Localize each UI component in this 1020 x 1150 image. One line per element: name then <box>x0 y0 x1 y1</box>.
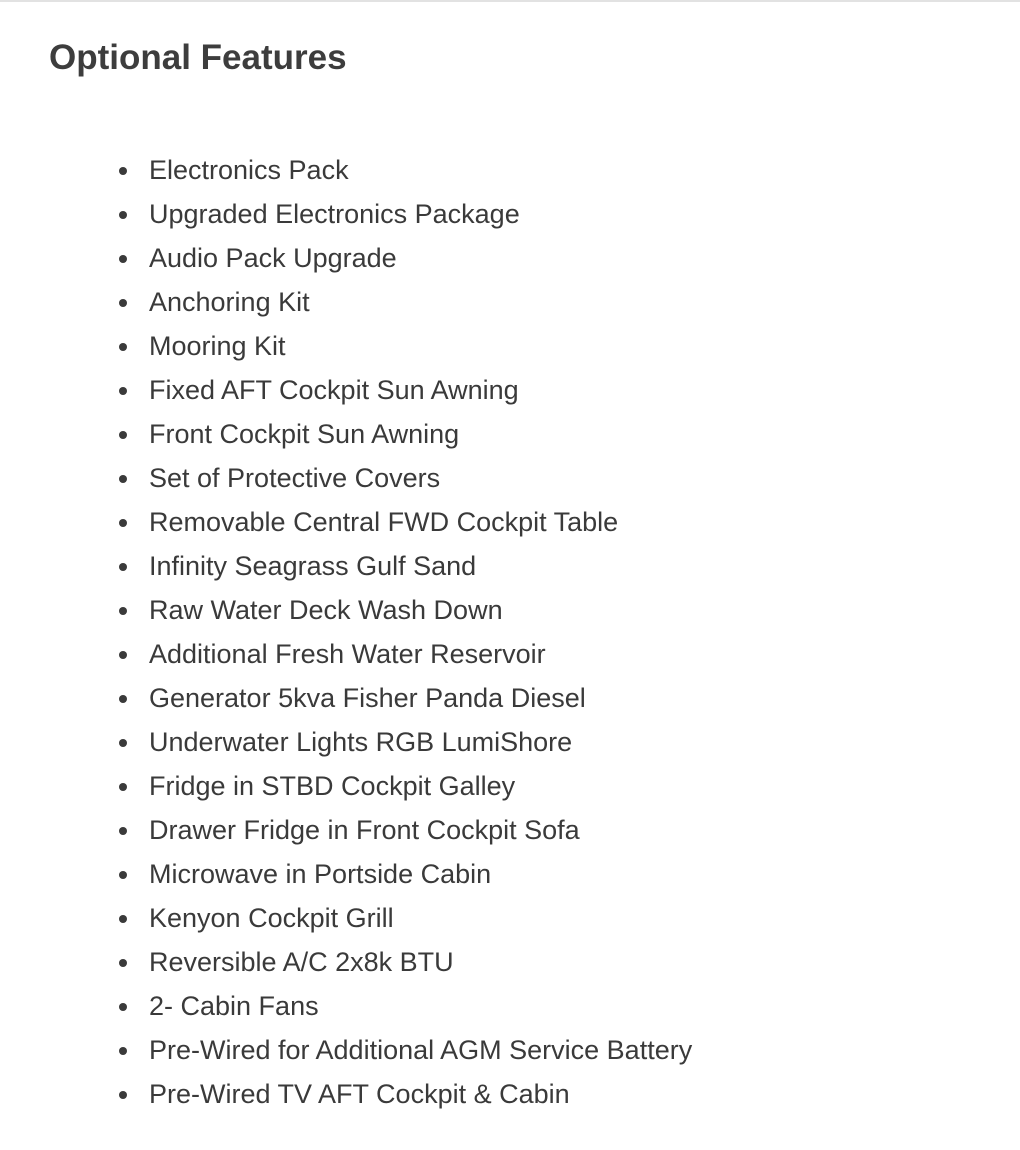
list-item <box>0 940 692 984</box>
bullet-icon <box>119 343 127 351</box>
list-item-label: Audio Pack Upgrade <box>149 243 397 273</box>
list-item <box>0 632 692 676</box>
list-item <box>0 280 692 324</box>
bullet-icon <box>119 563 127 571</box>
bullet-icon <box>119 1091 127 1099</box>
list-item <box>0 456 692 500</box>
list-item-label: Raw Water Deck Wash Down <box>149 595 503 625</box>
bullet-icon <box>119 475 127 483</box>
list-item-label: Fixed AFT Cockpit Sun Awning <box>149 375 519 405</box>
list-item <box>0 852 692 896</box>
list-item-label: Kenyon Cockpit Grill <box>149 903 394 933</box>
bullet-icon <box>119 739 127 747</box>
list-item-label: Set of Protective Covers <box>149 463 441 493</box>
list-item <box>0 808 692 852</box>
feature-list <box>0 148 692 1116</box>
list-item-label: Additional Fresh Water Reservoir <box>149 639 546 669</box>
list-item-label: Mooring Kit <box>149 331 286 361</box>
list-item-label: Microwave in Portside Cabin <box>149 859 492 889</box>
list-item-label: Underwater Lights RGB LumiShore <box>149 727 573 757</box>
list-item <box>0 412 692 456</box>
bullet-icon <box>119 519 127 527</box>
list-item-label: 2- Cabin Fans <box>149 991 319 1021</box>
bullet-icon <box>119 871 127 879</box>
list-item-label: Fridge in STBD Cockpit Galley <box>149 771 516 801</box>
bullet-icon <box>119 299 127 307</box>
bullet-icon <box>119 255 127 263</box>
bullet-icon <box>119 211 127 219</box>
list-item <box>0 896 692 940</box>
list-item <box>0 676 692 720</box>
list-item <box>0 984 692 1028</box>
list-item <box>0 1028 692 1072</box>
bullet-icon <box>119 695 127 703</box>
section-title: Optional Features <box>49 38 347 77</box>
list-item <box>0 368 692 412</box>
bullet-icon <box>119 651 127 659</box>
list-item <box>0 1072 692 1116</box>
bullet-icon <box>119 167 127 175</box>
top-divider <box>0 0 1020 2</box>
bullet-icon <box>119 607 127 615</box>
bullet-icon <box>119 1047 127 1055</box>
list-item <box>0 588 692 632</box>
bullet-icon <box>119 783 127 791</box>
list-item-label: Reversible A/C 2x8k BTU <box>149 947 454 977</box>
list-item-label: Removable Central FWD Cockpit Table <box>149 507 619 537</box>
list-item <box>0 236 692 280</box>
list-item-label: Drawer Fridge in Front Cockpit Sofa <box>149 815 580 845</box>
bullet-icon <box>119 959 127 967</box>
list-item <box>0 192 692 236</box>
list-item <box>0 544 692 588</box>
list-item <box>0 500 692 544</box>
list-item-label: Front Cockpit Sun Awning <box>149 419 460 449</box>
list-item <box>0 764 692 808</box>
bullet-icon <box>119 827 127 835</box>
list-item-label: Infinity Seagrass Gulf Sand <box>149 551 477 581</box>
list-item <box>0 720 692 764</box>
list-item-label: Anchoring Kit <box>149 287 310 317</box>
bullet-icon <box>119 1003 127 1011</box>
list-item-label: Generator 5kva Fisher Panda Diesel <box>149 683 586 713</box>
list-item <box>0 324 692 368</box>
list-item-label: Pre-Wired TV AFT Cockpit & Cabin <box>149 1079 570 1109</box>
list-item-label: Electronics Pack <box>149 155 349 185</box>
bullet-icon <box>119 431 127 439</box>
list-item <box>0 148 692 192</box>
list-item-label: Upgraded Electronics Package <box>149 199 520 229</box>
list-item-label: Pre-Wired for Additional AGM Service Battery <box>149 1035 693 1065</box>
bullet-icon <box>119 915 127 923</box>
bullet-icon <box>119 387 127 395</box>
